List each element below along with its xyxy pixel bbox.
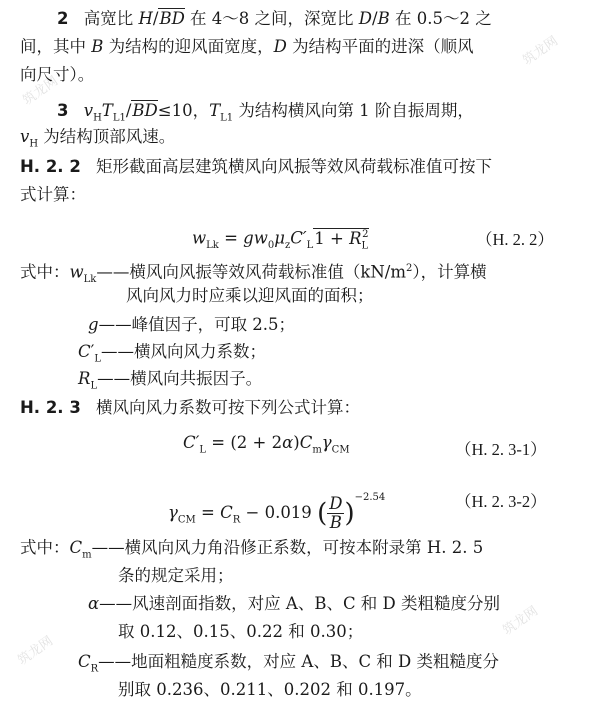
watermark: 筑龙网: [15, 633, 56, 669]
equation-number: （H. 2. 2）: [476, 230, 554, 249]
item-number: 3: [57, 101, 69, 120]
formula-h-2-3-2: $\gamma_{CM} = C_R - 0.019$ ( $\frac{D}{B}$ )$^{-2.54}$: [168, 492, 386, 532]
item-3: [57, 100, 474, 129]
watermark: 筑龙网: [500, 603, 541, 639]
equation-number: （H. 2. 3-2）: [455, 492, 547, 511]
clause-text: 横风向风力系数可按下列公式计算：: [96, 398, 361, 417]
definition-line: g——峰值因子，可取 2.5；: [88, 315, 296, 334]
watermark: 筑龙网: [20, 73, 61, 109]
definition-line: 条的规定采用；: [118, 566, 234, 585]
definition-line: 风向风力时应乘以迎风面的面积；: [126, 286, 374, 305]
definition-line: α——风速剖面指数，对应 A、B、C 和 D 类粗糙度分别: [88, 594, 501, 613]
paragraph-line: 间，其中 B 为结构的迎风面宽度，D 为结构平面的进深（顺风: [20, 37, 474, 56]
definition-line: $C'_L——$横风向风力系数；: [78, 342, 267, 365]
definition-line: $R_L——$横风向共振因子。: [78, 369, 263, 392]
item-text: $v_HT_{L1}/BD\le 10$，$T_{L1}$ 为结构横风向第 1 阶自振周期，: [83, 101, 474, 124]
equation-number: （H. 2. 3-1）: [455, 440, 547, 459]
definition-line: 取 0.12、0.15、0.22 和 0.30；: [118, 622, 364, 641]
clause-number: H. 2. 3: [20, 398, 81, 417]
paragraph-line: 式计算：: [20, 185, 86, 204]
item-number: 2: [57, 9, 69, 28]
clause-h-2-2: [20, 156, 492, 178]
clause-number: H. 2. 2: [20, 157, 81, 176]
paragraph-line: $v_H$ 为结构顶部风速。: [20, 127, 176, 150]
definition-line: $C_R——$地面粗糙度系数，对应 A、B、C 和 D 类粗糙度分: [78, 652, 500, 675]
item-text: 高宽比 H/BD 在 4～8 之间，深宽比 D/B 在 0.5～2 之: [83, 9, 492, 28]
definition-line: 别取 0.236、0.211、0.202 和 0.197。: [118, 680, 422, 699]
clause-text: 矩形截面高层建筑横风向风振等效风荷载标准值可按下: [96, 157, 493, 176]
watermark: 筑龙网: [520, 33, 561, 69]
definition-line: 式中：$w_{Lk}——$横风向风振等效风荷载标准值$(kN/m^2)$，计算横: [20, 262, 487, 285]
definition-line: 式中：$C_m——$横风向风力角沿修正系数，可按本附录第 H. 2. 5: [20, 538, 484, 561]
formula-h-2-2: $w_{Lk} = gw_0\mu_zC'_L1 + R_L^2$: [192, 228, 369, 251]
paragraph-line: 向尺寸）。: [20, 65, 95, 84]
item-2: [57, 8, 492, 30]
clause-h-2-3: [20, 397, 360, 419]
formula-h-2-3-1: $C'_L = (2 + 2\alpha)C_m\gamma_{CM}$: [183, 433, 350, 456]
